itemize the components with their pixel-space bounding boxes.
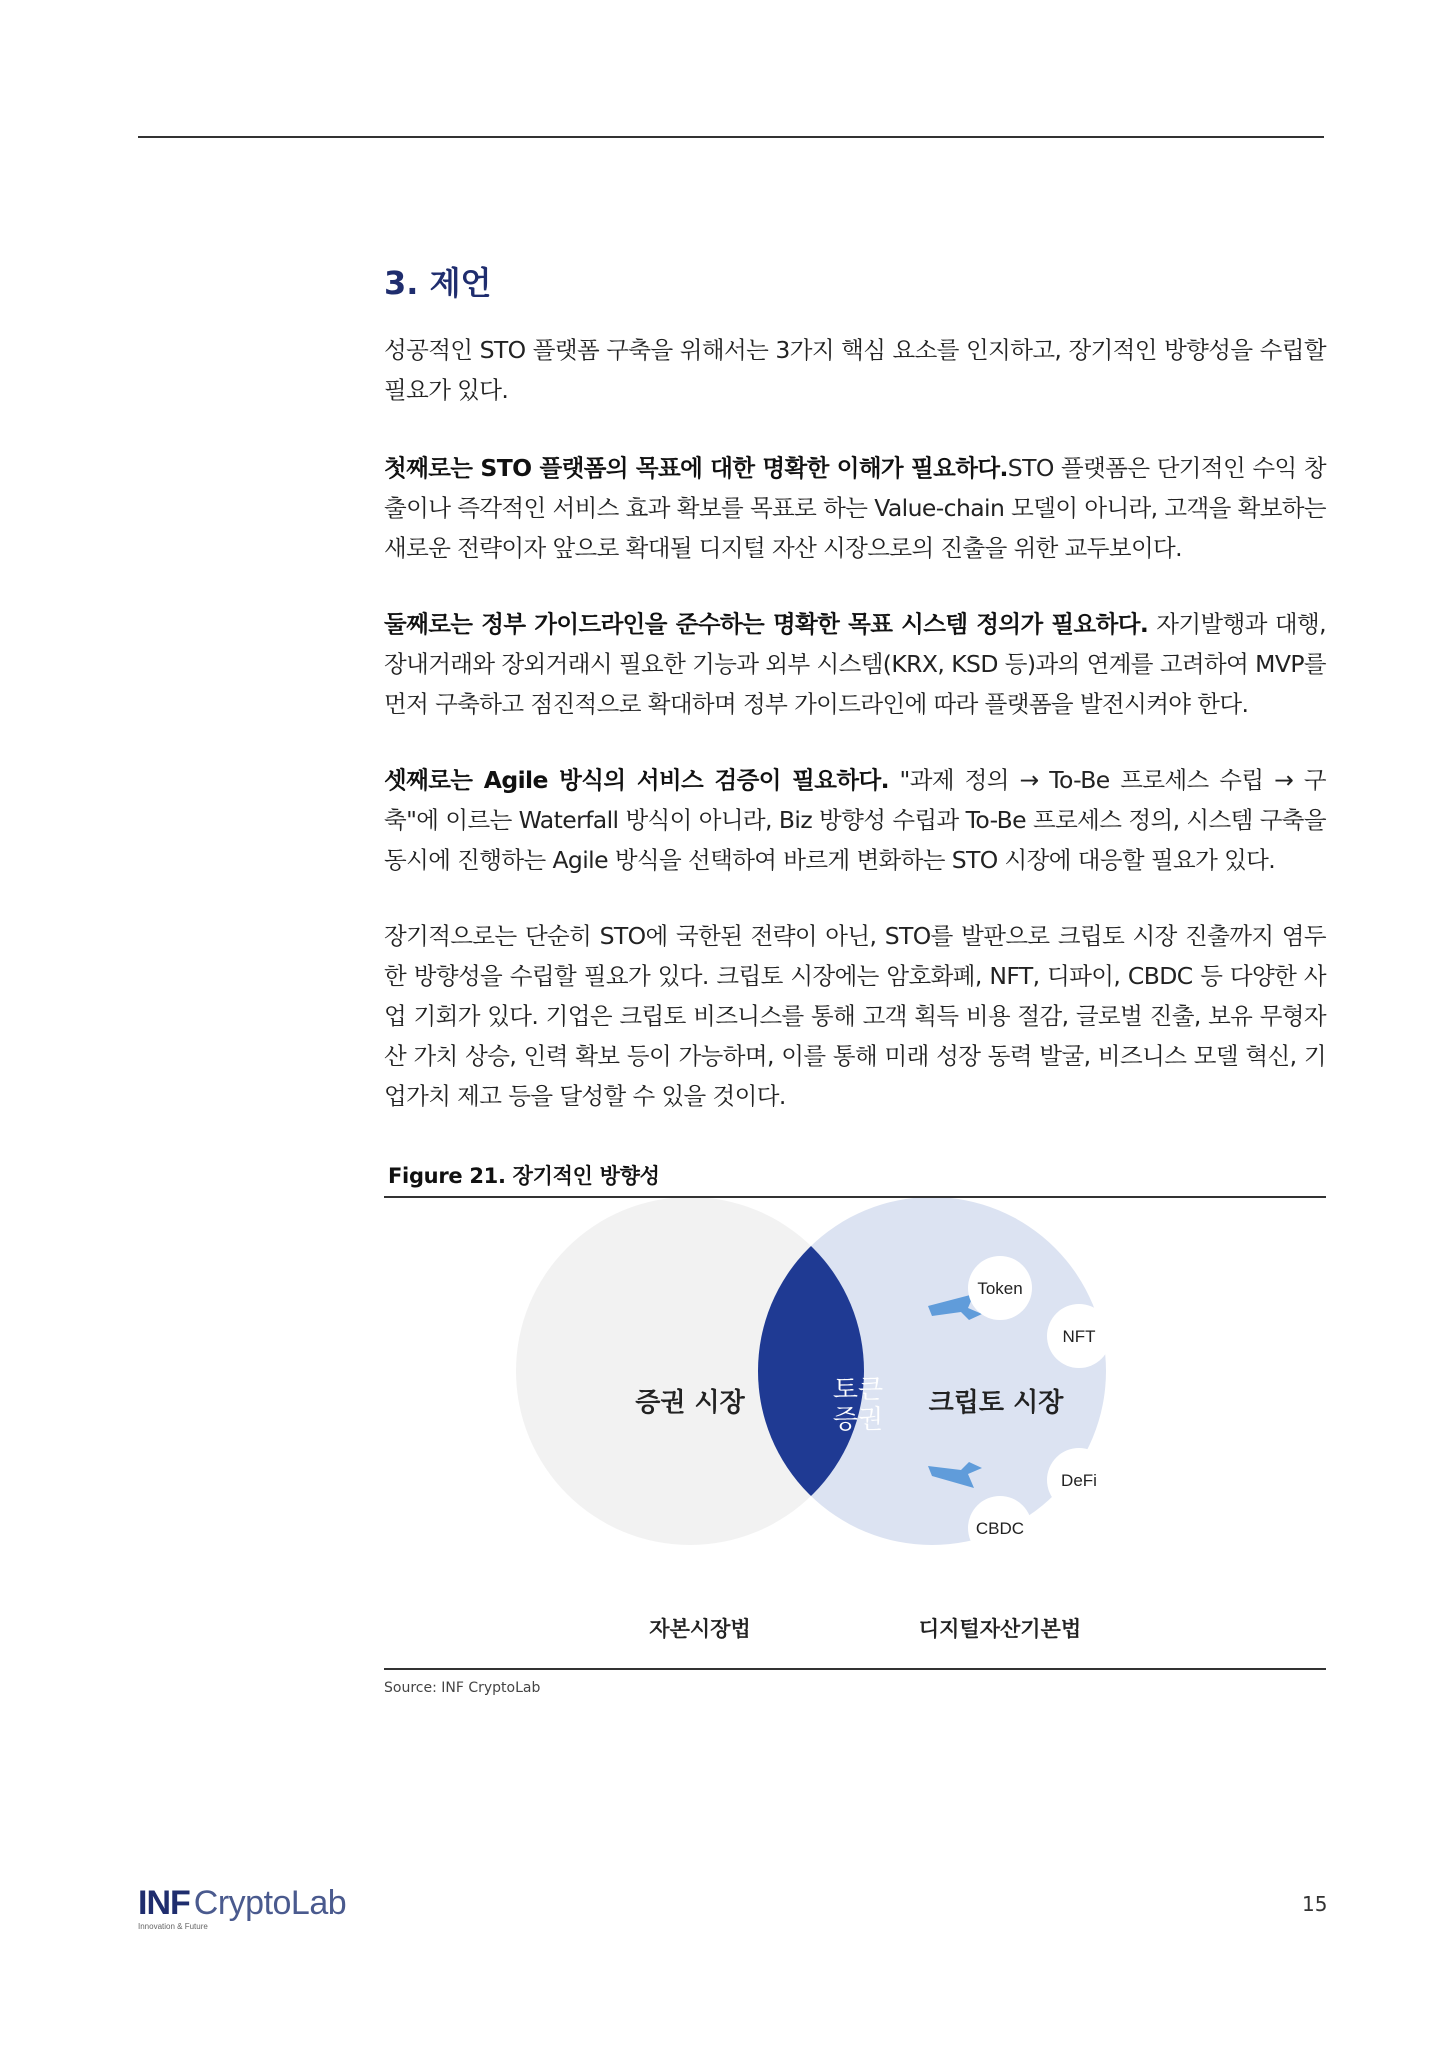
second-paragraph-lead: 둘째로는 정부 가이드라인을 준수하는 명확한 목표 시스템 정의가 필요하다. — [384, 610, 1149, 638]
third-paragraph-lead: 셋째로는 Agile 방식의 서비스 검증이 필요하다. — [384, 766, 889, 794]
intro-paragraph: 성공적인 STO 플랫폼 구축을 위해서는 3가지 핵심 요소를 인지하고, 장기적인 방향성을 수립할 필요가 있다. — [384, 336, 1326, 404]
page-number: 15 — [1302, 1892, 1328, 1916]
logo-cryptolab: CryptoLab — [193, 1884, 347, 1922]
capital-markets-act-label: 자본시장법 — [649, 1617, 751, 1641]
section-title: 3. 제언 — [384, 264, 492, 302]
logo-tagline: Innovation & Future — [138, 1922, 208, 1931]
venn-diagram — [384, 1198, 1326, 1668]
digital-asset-act-label: 디지털자산기본법 — [918, 1617, 1082, 1641]
overlap-label-line1: 토큰 — [832, 1375, 884, 1405]
figure-title: Figure 21. 장기적인 방향성 — [388, 1164, 660, 1188]
defi-bubble-label: DeFi — [1061, 1471, 1097, 1490]
nft-bubble-label: NFT — [1062, 1327, 1096, 1346]
top-rule — [138, 136, 1324, 138]
logo-inf: INF — [138, 1884, 190, 1922]
third-paragraph-body: "과제 정의 → To-Be 프로세스 수립 → 구축"에 이르는 Waterfall 방식이 아니라, Biz 방향성 수립과 To-Be 프로세스 정의, 시스템 구축을 동시에 진행하는 Agile 방식을 선택하여 바르게 변화하는 STO 시장에 대응할 필요가 있다. — [384, 766, 1326, 874]
third-paragraph — [384, 760, 1326, 880]
token-bubble-label: Token — [977, 1279, 1023, 1298]
securities-market-label: 증권 시장 — [635, 1388, 745, 1418]
first-paragraph — [384, 448, 1326, 568]
long-term-paragraph: 장기적으로는 단순히 STO에 국한된 전략이 아닌, STO를 발판으로 크립토 시장 진출까지 염두한 방향성을 수립할 필요가 있다. 크립토 시장에는 암호화폐, NFT, 디파이, CBDC 등 다양한 사업 기회가 있다. 기업은 크립토 비즈니스를 통해 고객 획득 비용 절감, 글로벌 진출, 보유 무형자산 가치 상승, 인력 확보 등이 가능하며, 이를 통해 미래 성장 동력 발굴, 비즈니스 모델 혁신, 기업가치 제고 등을 달성할 수 있을 것이다. — [384, 922, 1326, 1110]
first-paragraph-body: STO 플랫폼은 단기적인 수익 창출이나 즉각적인 서비스 효과 확보를 목표로 하는 Value-chain 모델이 아니라, 고객을 확보하는 새로운 전략이자 앞으로 확대될 디지털 자산 시장으로의 진출을 위한 교두보이다. — [384, 454, 1326, 562]
crypto-market-label: 크립토 시장 — [928, 1388, 1064, 1418]
second-paragraph — [384, 604, 1326, 724]
figure-source: Source: INF CryptoLab — [384, 1680, 541, 1696]
figure-bottom-rule — [384, 1668, 1326, 1670]
cbdc-bubble-label: CBDC — [975, 1519, 1025, 1538]
overlap-label-line2: 증권 — [832, 1405, 884, 1435]
venn-figure — [384, 1198, 1326, 1668]
first-paragraph-lead: 첫째로는 STO 플랫폼의 목표에 대한 명확한 이해가 필요하다. — [384, 454, 1008, 482]
company-logo — [138, 1886, 346, 1936]
second-paragraph-body: 자기발행과 대행, 장내거래와 장외거래시 필요한 기능과 외부 시스템(KRX, KSD 등)과의 연계를 고려하여 MVP를 먼저 구축하고 점진적으로 확대하며 정부 가이드라인에 따라 플랫폼을 발전시켜야 한다. — [384, 610, 1327, 718]
